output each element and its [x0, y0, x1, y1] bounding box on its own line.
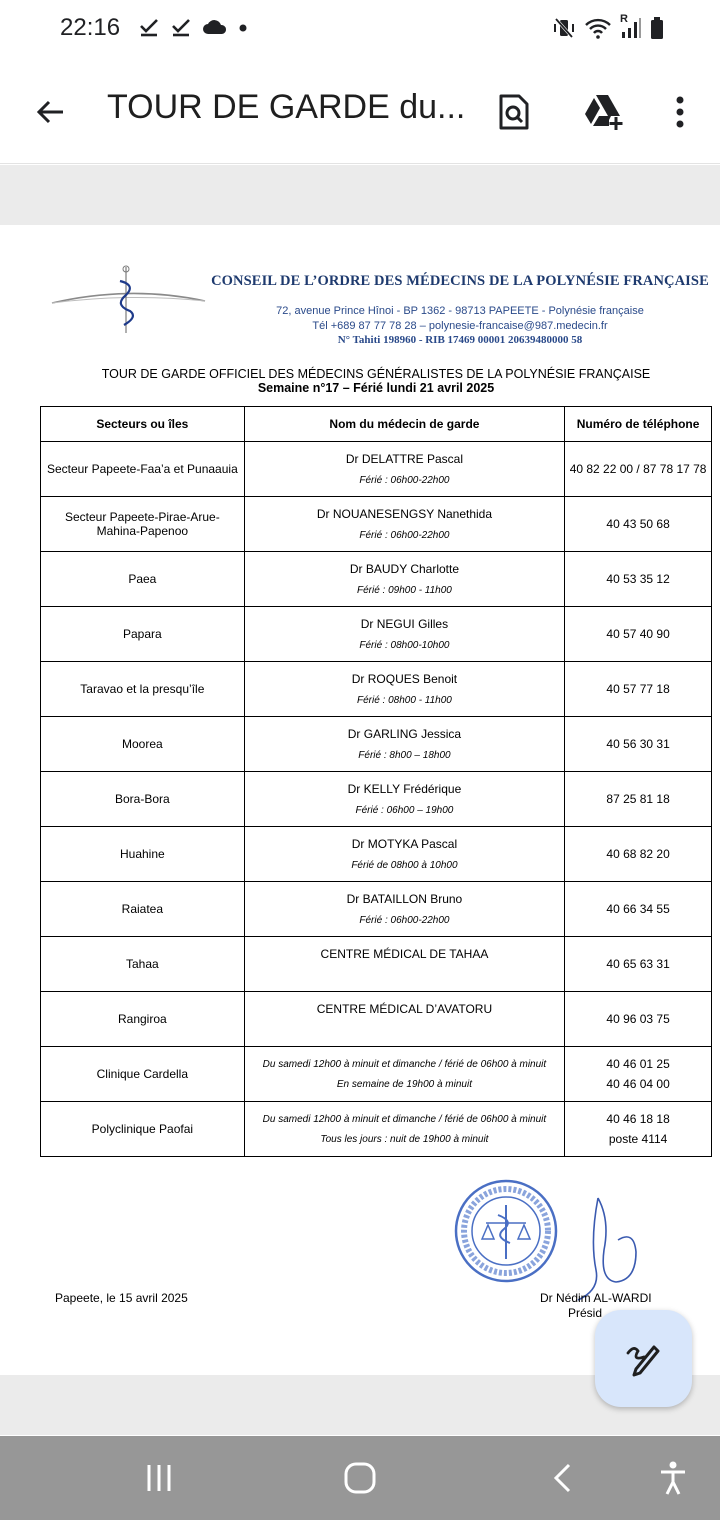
duty-hours: Férié : 06h00-22h00 [359, 530, 450, 541]
doctor-cell [244, 662, 565, 717]
wifi-icon [584, 16, 612, 40]
doctor-name: Dr ROQUES Benoit [351, 672, 458, 686]
heading-title: TOUR DE GARDE OFFICIEL DES MÉDECINS GÉNÉRALISTES DE LA POLYNÉSIE FRANÇAISE [101, 367, 651, 381]
home-icon [343, 1461, 377, 1495]
edit-fab-button[interactable] [595, 1310, 692, 1407]
clinic-hours-line: Du samedi 12h00 à minuit et dimanche / férié de 06h00 à minuit [262, 1113, 547, 1125]
phone-cell: 40 82 22 00 / 87 78 17 78 [565, 442, 712, 497]
doctor-name: Dr GARLING Jessica [347, 727, 462, 741]
doctor-cell [244, 607, 565, 662]
doctor-name: Dr NEGUI Gilles [360, 617, 449, 631]
status-bar [0, 0, 720, 60]
phone-cell: 40 53 35 12 [565, 552, 712, 607]
clinic-hours-cell [244, 1102, 565, 1157]
table-row [41, 662, 712, 717]
phone-cell: 40 57 40 90 [565, 607, 712, 662]
phone-cell: 40 96 03 75 [565, 992, 712, 1047]
duty-hours: Férié : 06h00 – 19h00 [355, 805, 454, 816]
column-header: Numéro de téléphone [565, 407, 712, 442]
system-back-button[interactable] [543, 1458, 583, 1498]
duty-hours: Férié : 08h00-10h00 [359, 640, 450, 651]
duty-hours: Férié : 8h00 – 18h00 [358, 750, 451, 761]
sector-cell: Bora-Bora [41, 772, 245, 827]
doctor-cell [244, 717, 565, 772]
doctor-cell [244, 552, 565, 607]
table-row [41, 937, 712, 992]
sector-cell: Polyclinique Paofai [41, 1102, 245, 1157]
table-row [41, 717, 712, 772]
back-button[interactable] [28, 90, 72, 134]
table-row [41, 552, 712, 607]
phone-cell: 40 57 77 18 [565, 662, 712, 717]
phone-cell: 40 66 34 55 [565, 882, 712, 937]
column-header: Nom du médecin de garde [244, 407, 565, 442]
phone-cell: 40 68 82 20 [565, 827, 712, 882]
check-icon [170, 16, 192, 38]
phone-cell: 40 43 50 68 [565, 497, 712, 552]
clinic-hours-line: En semaine de 19h00 à minuit [336, 1078, 472, 1090]
phone-cell [565, 1047, 712, 1102]
mute-vibrate-icon [552, 16, 576, 40]
org-name: CONSEIL DE L’ORDRE DES MÉDECINS DE LA POLYNÉSIE FRANÇAISE [211, 273, 709, 289]
clinic-hours-line: Tous les jours : nuit de 19h00 à minuit [320, 1133, 489, 1145]
document-title: TOUR DE GARDE du... [107, 88, 466, 126]
table-row [41, 772, 712, 827]
accessibility-icon [658, 1460, 688, 1496]
status-time: 22:16 [60, 14, 121, 41]
duty-hours: Férié : 08h00 - 11h00 [356, 695, 452, 706]
sector-cell: Papara [41, 607, 245, 662]
doctor-name: Dr NOUANESENGSY Nanethida [316, 507, 493, 521]
document-page [0, 225, 720, 1375]
back-nav-icon [551, 1462, 575, 1494]
recents-icon [144, 1463, 174, 1493]
sector-cell: Paea [41, 552, 245, 607]
more-options-button[interactable] [656, 88, 704, 136]
signer-title: Présid [568, 1306, 603, 1320]
doctor-cell [244, 827, 565, 882]
document-viewer[interactable] [0, 165, 720, 1435]
doctor-cell [244, 772, 565, 827]
sector-cell: Rangiroa [41, 992, 245, 1047]
phone-number: 40 46 18 18 [606, 1112, 670, 1126]
duty-hours: Férié : 09h00 - 11h00 [356, 585, 452, 596]
sector-cell: Secteur Papeete-Faa’a et Punaauia [41, 442, 245, 497]
doctor-cell: CENTRE MÉDICAL DE TAHAA [244, 937, 565, 992]
add-to-drive-button[interactable] [580, 88, 628, 136]
document-heading [40, 367, 712, 395]
org-address: 72, avenue Prince Hînoi - BP 1362 - 98713 PAPEETE - Polynésie française [276, 305, 644, 317]
place-date: Papeete, le 15 avril 2025 [55, 1291, 188, 1305]
official-seal-icon [452, 1177, 560, 1285]
phone-cell: 40 65 63 31 [565, 937, 712, 992]
cloud-icon [202, 16, 228, 38]
sector-cell: Raiatea [41, 882, 245, 937]
sector-cell: Clinique Cardella [41, 1047, 245, 1102]
table-header-row [41, 407, 712, 442]
clinic-hours-line: Du samedi 12h00 à minuit et dimanche / férié de 06h00 à minuit [262, 1058, 547, 1070]
sector-cell: Moorea [41, 717, 245, 772]
table-row [41, 1047, 712, 1102]
heading-week: Semaine n°17 – Férié lundi 21 avril 2025 [257, 381, 495, 395]
doctor-cell [244, 497, 565, 552]
doctor-cell: CENTRE MÉDICAL D’AVATORU [244, 992, 565, 1047]
sector-cell: Huahine [41, 827, 245, 882]
phone-cell [565, 1102, 712, 1157]
sector-cell: Taravao et la presqu’île [41, 662, 245, 717]
doctor-name: Dr KELLY Frédérique [347, 782, 462, 796]
arrow-back-icon [34, 96, 66, 128]
dot-icon [238, 16, 248, 38]
signal-roaming-label: R [620, 13, 628, 25]
doctor-name: Dr DELATTRE Pascal [345, 452, 463, 466]
table-row [41, 497, 712, 552]
phone-cell: 40 56 30 31 [565, 717, 712, 772]
doctor-cell [244, 442, 565, 497]
phone-number: 40 46 01 25 [606, 1057, 670, 1071]
duty-roster-table [40, 406, 712, 1157]
doctor-cell [244, 882, 565, 937]
signer-name: Dr Nédim AL-WARDI [540, 1291, 652, 1305]
table-row [41, 882, 712, 937]
status-system-icons [552, 13, 664, 40]
home-button[interactable] [340, 1458, 380, 1498]
phone-cell: 87 25 81 18 [565, 772, 712, 827]
doctor-name: Dr BATAILLON Bruno [346, 892, 463, 906]
signal-icon [620, 13, 642, 40]
recents-button[interactable] [139, 1458, 179, 1498]
system-nav-bar [0, 1436, 720, 1520]
duty-hours: Férié : 06h00-22h00 [359, 475, 450, 486]
search-doc-icon [497, 93, 531, 131]
draw-pen-icon [624, 1339, 664, 1379]
sector-cell: Tahaa [41, 937, 245, 992]
table-row [41, 1102, 712, 1157]
app-bar [0, 60, 720, 164]
drive-add-icon [583, 93, 625, 131]
phone-number: 40 46 04 00 [606, 1077, 670, 1091]
check-icon [138, 16, 160, 38]
status-notification-icons [138, 16, 248, 38]
org-bank: N° Tahiti 198960 - RIB 17469 00001 20639480000 58 [337, 334, 583, 346]
accessibility-button[interactable] [653, 1458, 693, 1498]
table-row [41, 607, 712, 662]
table-row [41, 442, 712, 497]
find-in-document-button[interactable] [490, 88, 538, 136]
table-row [41, 827, 712, 882]
sector-cell: Secteur Papeete-Pirae-Arue-Mahina-Papenoo [41, 497, 245, 552]
duty-hours: Férié de 08h00 à 10h00 [351, 860, 458, 871]
more-vert-icon [675, 95, 685, 129]
caduceus-logo-icon [50, 263, 210, 337]
duty-hours: Férié : 06h00-22h00 [359, 915, 450, 926]
doctor-name: Dr BAUDY Charlotte [349, 562, 460, 576]
doctor-name: Dr MOTYKA Pascal [351, 837, 458, 851]
clinic-hours-cell [244, 1047, 565, 1102]
table-row [41, 992, 712, 1047]
battery-icon [650, 16, 664, 40]
phone-number: poste 4114 [608, 1132, 668, 1146]
column-header: Secteurs ou îles [41, 407, 245, 442]
org-contact: Tél +689 87 77 78 28 – polynesie-francaise@987.medecin.fr [312, 320, 608, 332]
